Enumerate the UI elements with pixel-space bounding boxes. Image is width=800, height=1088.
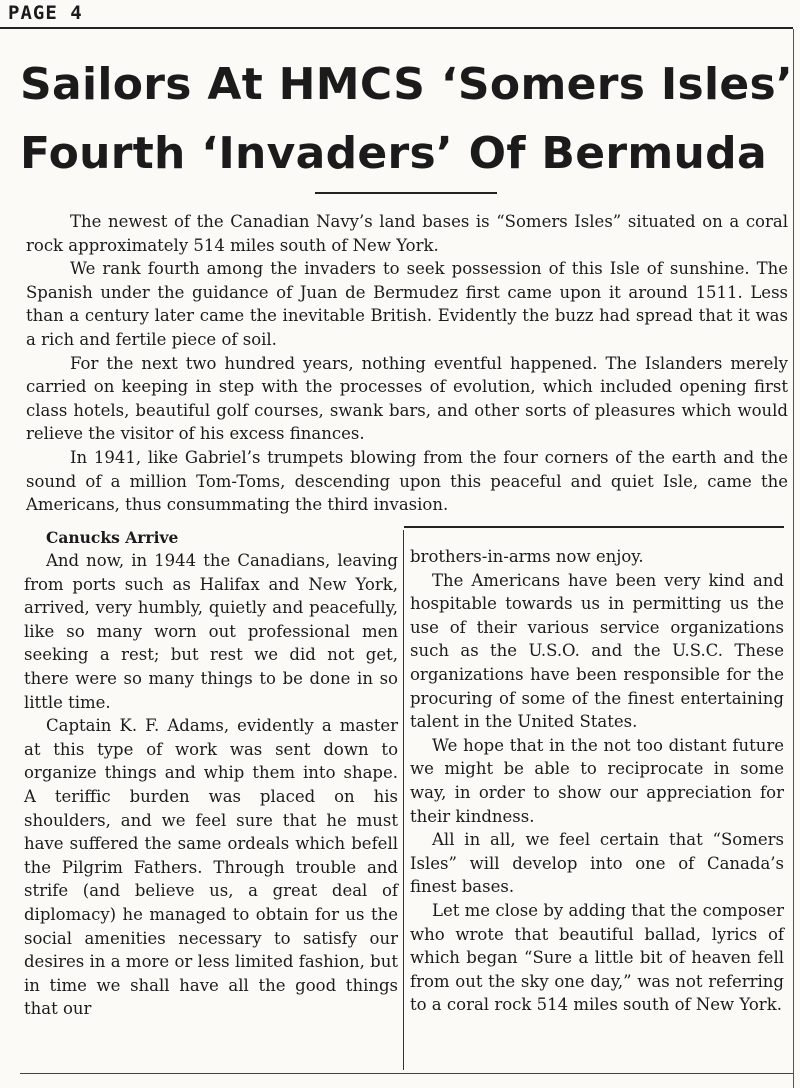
column-right — [410, 545, 784, 1017]
column-paragraph: And now, in 1944 the Canadians, leaving from ports such as Halifax and New York, arrived, very humbly, quietly and peacefully, like so many worn out professional men seeking a rest; but rest we did not get, there were so many things to be done in so little time. — [24, 551, 398, 712]
column-paragraph: All in all, we feel certain that “Somers Isles” will develop into one of Canada’s finest bases. — [410, 830, 784, 897]
column-top-rule — [404, 526, 784, 528]
column-paragraph: Captain K. F. Adams, evidently a master at this type of work was sent down to organize things and whip them into shape. A teriffic burden was placed on his shoulders, and we feel sure that he must have suffered the same ordeals which befell the Pilgrim Fathers. Through trouble and strife (and believe us, a great deal of diplomacy) he managed to obtain for us the social amenities necessary to satisfy our desires in a more or less limited fashion, but in time we shall have all the good things that our — [24, 716, 398, 1019]
headline-rule — [315, 192, 497, 194]
lead-paragraph: For the next two hundred years, nothing eventful happened. The Islanders merely carried on keeping in step with the processes of evolution, which included opening first class hotels, beautiful golf courses, swank bars, and other sorts of pleasures which would relieve the visitor of his excess finances. — [26, 353, 788, 444]
column-paragraph: We hope that in the not too distant future we might be able to reciprocate in some way, in order to show our appreciation for their kindness. — [410, 735, 784, 826]
column-paragraph: The Americans have been very kind and hospitable towards us in permitting us the use of their various service organizations such as the U.S.O. and the U.S.C. These organizations have been responsible for the procuring of some of the finest entertaining talent in the United States. — [410, 570, 784, 732]
headline — [20, 50, 794, 188]
column-paragraph: Let me close by adding that the composer who wrote that beautiful ballad, lyrics of which began “Sure a little bit of heaven fell from out the sky one day,” was not referring to a coral rock 514 miles south of New York. — [410, 900, 784, 1015]
lead-paragraph: We rank fourth among the invaders to seek possession of this Isle of sunshine. The Spanish under the guidance of Juan de Bermudez first came upon it around 1511. Less than a century later came the inevitable British. Evidently the buzz had spread that it was a rich and fertile piece of soil. — [26, 259, 788, 349]
right-edge-rule — [793, 29, 794, 1088]
page-label: PAGE 4 — [8, 2, 83, 24]
column-left — [24, 526, 398, 1021]
column-paragraph: brothers-in-arms now enjoy. — [410, 547, 644, 566]
top-rule — [0, 27, 793, 29]
column-divider — [403, 530, 404, 1070]
lead-paragraph: The newest of the Canadian Navy’s land bases is “Somers Isles” situated on a coral rock approximately 514 miles south of New York. — [26, 212, 788, 255]
lead-paragraph: In 1941, like Gabriel’s trumpets blowing from the four corners of the earth and the sound of a million Tom-Toms, descending upon this peaceful and quiet Isle, came the Americans, thus consummating the third invasion. — [26, 447, 788, 515]
headline-line-1: Sailors At HMCS ‘Somers Isles’ — [20, 59, 794, 110]
headline-line-2: Fourth ‘Invaders’ Of Bermuda — [20, 128, 767, 179]
bottom-rule — [20, 1073, 793, 1074]
subhead: Canucks Arrive — [46, 528, 179, 547]
lead-text — [26, 210, 788, 517]
